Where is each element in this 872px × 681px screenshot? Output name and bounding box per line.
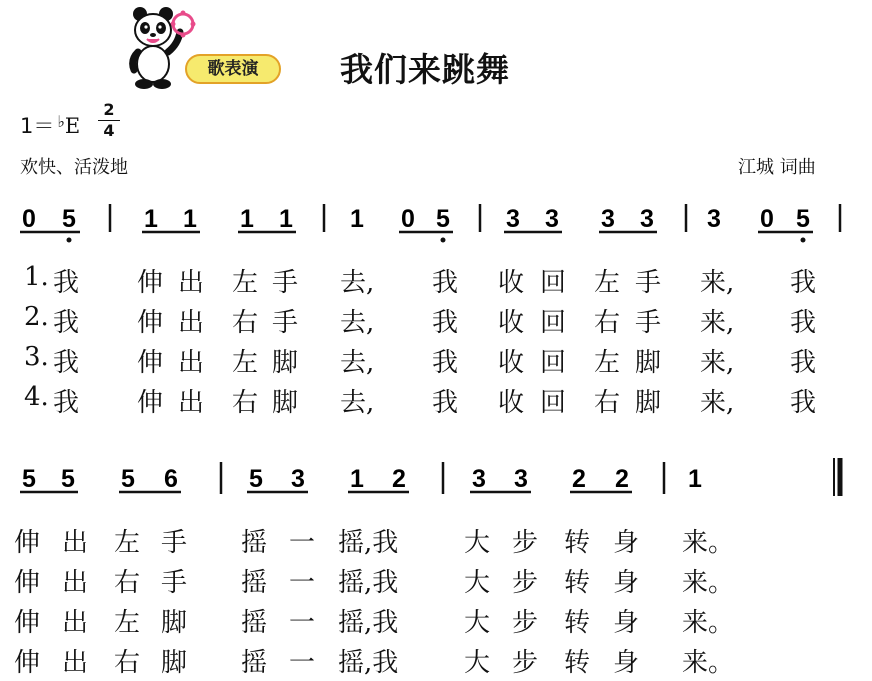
- note: 0: [401, 205, 415, 233]
- lyric-char: 摇: [241, 568, 268, 598]
- lyric-char: 来,: [700, 388, 735, 418]
- lyric-char: 我: [790, 348, 817, 378]
- verse-line-1: [0, 262, 872, 296]
- author-credit: 江城 词曲: [738, 157, 816, 178]
- lyric-char: 右: [594, 388, 621, 418]
- flat-sign: ♭: [57, 112, 65, 131]
- verse-number: 1.: [24, 262, 49, 292]
- time-signature: [98, 100, 120, 141]
- lyric-char: 右: [232, 308, 259, 338]
- lyric-char: 出: [62, 528, 89, 558]
- note: 3: [707, 205, 721, 233]
- lyric-char: 来,: [700, 308, 735, 338]
- lyric-char: 右: [594, 308, 621, 338]
- lyric-char: 脚: [272, 388, 299, 418]
- tempo-marking: 欢快、活泼地: [20, 157, 128, 178]
- lyric-char: 身: [613, 608, 640, 638]
- song-type-badge: 歌表演: [185, 54, 281, 84]
- verse-line-3: [0, 602, 872, 636]
- note: 3: [514, 465, 528, 493]
- lyric-char: 去,: [340, 388, 375, 418]
- lyric-char: 大: [464, 528, 491, 558]
- lyric-char: 左: [594, 268, 621, 298]
- lyric-char: 步: [512, 568, 539, 598]
- lyric-char: 左: [114, 528, 141, 558]
- note: 3: [640, 205, 654, 233]
- verse-line-1: [0, 522, 872, 556]
- time-numerator: 2: [98, 100, 120, 121]
- lyric-char: 手: [635, 308, 662, 338]
- note: 5: [436, 205, 450, 233]
- verse-line-4: [0, 382, 872, 416]
- lyric-char: 摇,我: [338, 608, 399, 638]
- verse-line-3: [0, 342, 872, 376]
- note: 3: [506, 205, 520, 233]
- note: 6: [164, 465, 178, 493]
- lyric-char: 手: [272, 268, 299, 298]
- lyric-char: 出: [178, 308, 205, 338]
- lyric-char: 手: [272, 308, 299, 338]
- song-title: 我们来跳舞: [340, 50, 510, 89]
- lyric-char: 我: [53, 388, 80, 418]
- lyric-char: 摇: [241, 608, 268, 638]
- lyric-char: 右: [114, 568, 141, 598]
- low-octave-dot: [801, 238, 806, 243]
- note: 3: [545, 205, 559, 233]
- note: 5: [796, 205, 810, 233]
- lyric-char: 去,: [340, 348, 375, 378]
- note: 3: [472, 465, 486, 493]
- lyric-char: 转: [564, 568, 591, 598]
- time-denominator: 4: [103, 121, 115, 140]
- lyric-char: 步: [512, 608, 539, 638]
- key-note: E: [64, 114, 81, 138]
- note: 5: [249, 465, 263, 493]
- lyric-char: 伸: [137, 308, 164, 338]
- lyric-char: 脚: [161, 648, 188, 678]
- lyric-char: 收: [498, 268, 525, 298]
- verse-number: 2.: [24, 302, 49, 332]
- low-octave-dot: [441, 238, 446, 243]
- lyric-char: 我: [790, 268, 817, 298]
- lyric-char: 伸: [137, 348, 164, 378]
- key-prefix: 1＝: [20, 114, 55, 138]
- lyric-char: 收: [498, 308, 525, 338]
- lyric-char: 来。: [682, 528, 735, 558]
- lyric-char: 转: [564, 528, 591, 558]
- lyric-char: 脚: [161, 608, 188, 638]
- lyric-char: 身: [613, 648, 640, 678]
- lyric-char: 来。: [682, 648, 735, 678]
- lyric-char: 左: [232, 348, 259, 378]
- lyric-char: 来。: [682, 608, 735, 638]
- lyric-char: 步: [512, 528, 539, 558]
- low-octave-dot: [67, 238, 72, 243]
- verse-line-2: [0, 302, 872, 336]
- lyric-char: 伸: [14, 528, 41, 558]
- lyric-char: 左: [114, 608, 141, 638]
- lyric-char: 左: [232, 268, 259, 298]
- lyric-char: 来。: [682, 568, 735, 598]
- lyric-char: 收: [498, 388, 525, 418]
- lyric-char: 右: [114, 648, 141, 678]
- lyric-char: 回: [540, 268, 567, 298]
- note: 1: [688, 465, 702, 493]
- notation-staff-2: [0, 452, 872, 512]
- lyric-char: 左: [594, 348, 621, 378]
- lyric-char: 来,: [700, 268, 735, 298]
- lyric-char: 伸: [14, 608, 41, 638]
- lyric-char: 伸: [137, 388, 164, 418]
- lyric-char: 我: [432, 388, 459, 418]
- lyric-char: 来,: [700, 348, 735, 378]
- note: 1: [240, 205, 254, 233]
- note: 2: [392, 465, 406, 493]
- lyric-char: 手: [161, 568, 188, 598]
- lyric-char: 出: [62, 568, 89, 598]
- lyric-char: 脚: [272, 348, 299, 378]
- note: 3: [291, 465, 305, 493]
- note: 5: [62, 205, 76, 233]
- lyric-char: 收: [498, 348, 525, 378]
- verse-line-2: [0, 562, 872, 596]
- note: 1: [144, 205, 158, 233]
- note: 3: [601, 205, 615, 233]
- note: 0: [760, 205, 774, 233]
- note: 1: [183, 205, 197, 233]
- lyric-char: 摇,我: [338, 568, 399, 598]
- key-signature: [20, 110, 80, 140]
- lyric-char: 出: [62, 608, 89, 638]
- lyric-char: 大: [464, 648, 491, 678]
- notation-staff-1: [0, 192, 872, 252]
- lyric-char: 伸: [14, 568, 41, 598]
- lyric-char: 我: [432, 308, 459, 338]
- lyric-char: 回: [540, 348, 567, 378]
- verse-line-4: [0, 642, 872, 676]
- lyric-char: 大: [464, 568, 491, 598]
- lyric-char: 出: [178, 388, 205, 418]
- note: 0: [22, 205, 36, 233]
- lyric-char: 转: [564, 608, 591, 638]
- lyric-char: 一: [289, 528, 316, 558]
- lyric-char: 手: [161, 528, 188, 558]
- lyric-char: 回: [540, 308, 567, 338]
- lyric-char: 一: [289, 568, 316, 598]
- lyric-char: 出: [178, 268, 205, 298]
- note: 5: [61, 465, 75, 493]
- note: 2: [572, 465, 586, 493]
- lyric-char: 一: [289, 648, 316, 678]
- lyric-char: 出: [62, 648, 89, 678]
- lyric-char: 转: [564, 648, 591, 678]
- verse-number: 3.: [24, 342, 49, 372]
- lyric-char: 我: [432, 268, 459, 298]
- lyric-char: 我: [53, 268, 80, 298]
- lyric-char: 步: [512, 648, 539, 678]
- note: 1: [350, 205, 364, 233]
- note: 5: [121, 465, 135, 493]
- lyric-char: 去,: [340, 268, 375, 298]
- lyric-char: 脚: [635, 348, 662, 378]
- lyric-char: 身: [613, 528, 640, 558]
- note: 1: [279, 205, 293, 233]
- lyric-char: 我: [790, 308, 817, 338]
- lyric-char: 脚: [635, 388, 662, 418]
- lyric-char: 伸: [137, 268, 164, 298]
- lyric-char: 手: [635, 268, 662, 298]
- lyric-char: 摇: [241, 528, 268, 558]
- note: 2: [615, 465, 629, 493]
- lyric-char: 一: [289, 608, 316, 638]
- lyric-char: 摇: [241, 648, 268, 678]
- lyric-char: 摇,我: [338, 648, 399, 678]
- lyric-char: 出: [178, 348, 205, 378]
- lyric-char: 大: [464, 608, 491, 638]
- lyric-char: 右: [232, 388, 259, 418]
- lyric-char: 伸: [14, 648, 41, 678]
- lyric-char: 身: [613, 568, 640, 598]
- note: 1: [350, 465, 364, 493]
- lyric-char: 去,: [340, 308, 375, 338]
- lyric-char: 摇,我: [338, 528, 399, 558]
- lyric-char: 回: [540, 388, 567, 418]
- lyric-char: 我: [432, 348, 459, 378]
- lyric-char: 我: [53, 308, 80, 338]
- lyric-char: 我: [53, 348, 80, 378]
- verse-number: 4.: [24, 382, 49, 412]
- note: 5: [22, 465, 36, 493]
- lyric-char: 我: [790, 388, 817, 418]
